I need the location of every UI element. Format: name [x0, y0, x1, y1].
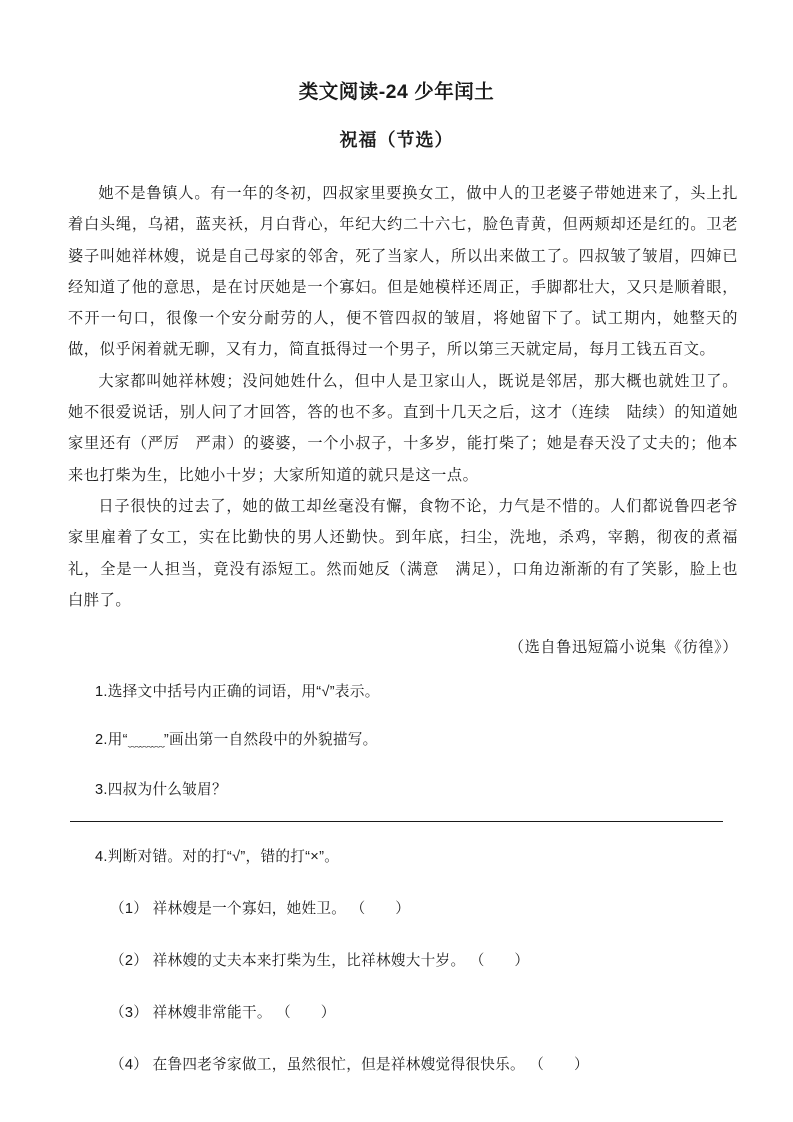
- judgement-item: [110, 1054, 738, 1076]
- judgement-prompt: [0, 822, 793, 868]
- judgement-item: [110, 1002, 738, 1024]
- wavy-underline-mark: ﹏﹏﹏: [127, 734, 164, 750]
- judgement-item-text: 祥林嫂的丈夫本来打柴为生，比祥林嫂大十岁。: [152, 953, 466, 970]
- judgement-answer-blank[interactable]: （ ）: [350, 901, 411, 918]
- judgement-item-label: （2）: [110, 953, 149, 970]
- question-item-3: [95, 779, 738, 801]
- passage-attribution: （选自鲁迅短篇小说集《彷徨》）: [508, 639, 738, 657]
- question-text-2-before: 用“: [107, 732, 128, 749]
- question-item-1: [95, 681, 738, 703]
- page-subtitle: 祝福（节选）: [339, 130, 454, 150]
- judgement-answer-blank[interactable]: （ ）: [469, 953, 530, 970]
- judgement-item-label: （4）: [110, 1057, 149, 1074]
- judgement-prompt-text: 判断对错。对的打“√”，错的打“×”。: [107, 849, 340, 866]
- passage-paragraph-2: 大家都叫她祥林嫂；没问她姓什么，但中人是卫家山人，既说是邻居，那大概也就姓卫了。她不很爱说话，别人问了才回答，答的也不多。直到十几天之后，这才（连续 陆续）的知道她家里还有（严厉 严肃）的婆婆，一个小叔子，十多岁，能打柴了；她是春天没了丈夫的；他本来也打柴为生，比她小十岁；大家所知道的就只是这一点。: [68, 372, 738, 484]
- question-text-1: 选择文中括号内正确的词语，用“√”表示。: [107, 684, 380, 701]
- page-title: 类文阅读-24 少年闰土: [298, 81, 495, 103]
- passage-paragraph-1: 她不是鲁镇人。有一年的冬初，四叔家里要换女工，做中人的卫老婆子带她进来了，头上扎着白头绳，乌裙，蓝夹袄，月白背心，年纪大约二十六七，脸色青黄，但两颊却还是红的。卫老婆子叫她祥林嫂，说是自己母家的邻舍，死了当家人，所以出来做工了。四叔皱了皱眉，四婶已经知道了他的意思，是在讨厌她是一个寡妇。但是她模样还周正，手脚都壮大，又只是顺着眼，不开一句口，很像一个安分耐劳的人，便不管四叔的皱眉，将她留下了。试工期内，她整天的做，似乎闲着就无聊，又有力，简直抵得过一个男子，所以第三天就定局，每月工钱五百文。: [68, 185, 738, 359]
- passage-paragraph-3: 日子很快的过去了，她的做工却丝毫没有懈，食物不论，力气是不惜的。人们都说鲁四老爷家里雇着了女工，实在比勤快的男人还勤快。到年底，扫尘，洗地，杀鸡，宰鹅，彻夜的煮福礼，全是一人担当，竟没有添短工。然而她反（满意 满足），口角边渐渐的有了笑影，脸上也白胖了。: [68, 497, 738, 609]
- question-number-3: 3.: [95, 782, 108, 799]
- judgement-number: 4.: [95, 849, 108, 866]
- judgement-item: [110, 950, 738, 972]
- judgement-item-text: 祥林嫂是一个寡妇，她姓卫。: [152, 901, 347, 918]
- question-number-2: 2.: [95, 732, 108, 749]
- judgement-answer-blank[interactable]: （ ）: [529, 1057, 589, 1074]
- question-list: [0, 663, 793, 801]
- judgement-item-text: 祥林嫂非常能干。: [152, 1005, 272, 1022]
- judgement-item-label: （1）: [110, 901, 149, 918]
- question-item-2: [95, 729, 738, 753]
- question-text-2-after: ”画出第一自然段中的外貌描写。: [163, 732, 378, 749]
- judgement-answer-blank[interactable]: （ ）: [276, 1005, 336, 1022]
- question-number-1: 1.: [95, 684, 108, 701]
- reading-passage: [0, 152, 793, 616]
- judgement-item-list: [0, 898, 793, 1076]
- judgement-item: [110, 898, 738, 920]
- judgement-item-text: 在鲁四老爷家做工，虽然很忙，但是祥林嫂觉得很快乐。: [152, 1057, 525, 1074]
- question-text-3: 四叔为什么皱眉？: [107, 782, 227, 799]
- judgement-item-label: （3）: [110, 1005, 149, 1022]
